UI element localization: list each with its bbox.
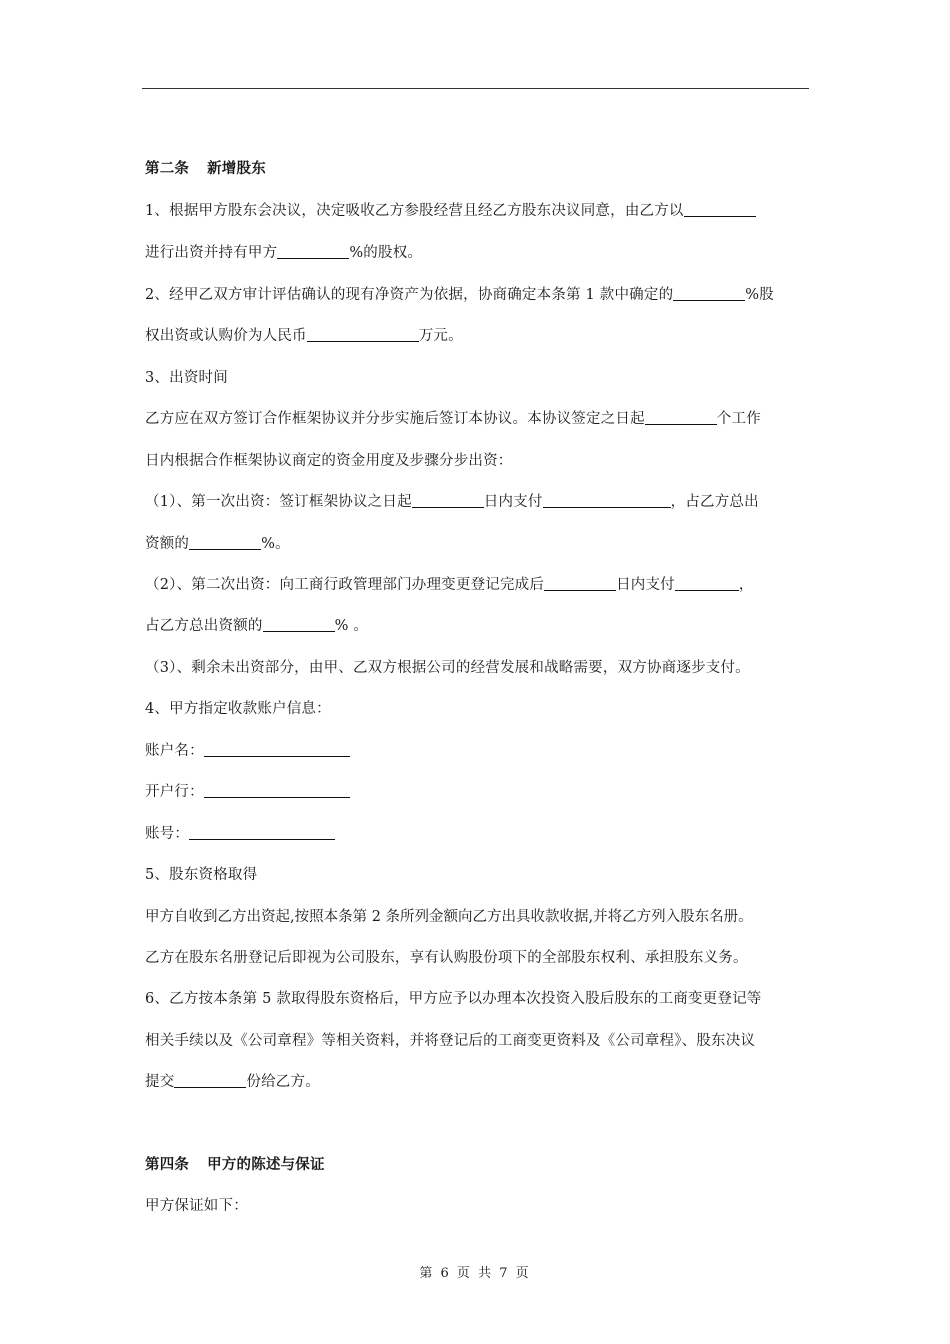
blank-field[interactable]: [675, 575, 739, 591]
para-4-heading: 4、甲方指定收款账户信息：: [145, 701, 331, 717]
step-1-line-2: 资额的 %。: [145, 536, 290, 552]
step-3-line: （3）、剩余未出资部分，由甲、乙双方根据公司的经营发展和战略需要，双方协商逐步支付。: [145, 660, 750, 676]
section-2-heading: [145, 157, 266, 178]
section-title: 新增股东: [207, 161, 266, 177]
section-number: 第二条: [145, 161, 190, 177]
blank-field[interactable]: [189, 534, 261, 550]
blank-field[interactable]: [263, 616, 335, 632]
para-6-line-2: 相关手续以及《公司章程》等相关资料，并将登记后的工商变更资料及《公司章程》、股东决议: [145, 1033, 756, 1049]
blank-field[interactable]: [277, 243, 349, 259]
para-5-line-1: 甲方自收到乙方出资起,按照本条第 2 条所列金额向乙方出具收款收据,并将乙方列入股东名册。: [145, 909, 753, 925]
account-number-line: 账号：: [145, 822, 335, 843]
para-3-line-2: 日内根据合作框架协议商定的资金用度及步骤分步出资：: [145, 453, 513, 469]
blank-field[interactable]: [645, 409, 717, 425]
section-4-intro: 甲方保证如下：: [145, 1198, 248, 1214]
para-1-line-2: 进行出资并持有甲方 %的股权。: [145, 245, 423, 261]
blank-field[interactable]: [684, 201, 756, 217]
para-5-heading: 5、股东资格取得: [145, 867, 258, 883]
para-3-heading: 3、出资时间: [145, 370, 228, 386]
para-6-line-1: 6、乙方按本条第 5 款取得股东资格后，甲方应予以办理本次投资入股后股东的工商变更登记等: [145, 991, 762, 1007]
account-name-line: 账户名：: [145, 739, 350, 760]
para-1-line-1: 1、根据甲方股东会决议，决定吸收乙方参股经营且经乙方股东决议同意，由乙方以: [145, 199, 756, 220]
blank-field[interactable]: [543, 492, 671, 508]
blank-field[interactable]: [174, 1072, 246, 1088]
para-3-line-1: 乙方应在双方签订合作框架协议并分步实施后签订本协议。本协议签定之日起 个工作: [145, 411, 761, 427]
step-1-line-1: （1）、第一次出资：签订框架协议之日起 日内支付 ，占乙方总出: [145, 494, 759, 510]
section-number: 第四条: [145, 1157, 190, 1173]
blank-field[interactable]: [673, 285, 745, 301]
header-rule: [142, 88, 809, 89]
section-4-heading: [145, 1153, 325, 1174]
bank-line: 开户行：: [145, 780, 350, 801]
blank-field[interactable]: [544, 575, 616, 591]
bank-field[interactable]: [204, 782, 350, 798]
blank-field[interactable]: [412, 492, 484, 508]
para-2-line-1: 2、经甲乙双方审计评估确认的现有净资产为依据，协商确定本条第 1 款中确定的 %股: [145, 287, 774, 303]
para-5-line-2: 乙方在股东名册登记后即视为公司股东，享有认购股份项下的全部股东权利、承担股东义务。: [145, 950, 748, 966]
blank-field[interactable]: [307, 326, 419, 342]
account-number-field[interactable]: [189, 824, 335, 840]
step-2-line-2: 占乙方总出资额的 % 。: [145, 618, 369, 634]
para-6-line-3: 提交 份给乙方。: [145, 1074, 320, 1090]
step-2-line-1: （2）、第二次出资：向工商行政管理部门办理变更登记完成后 日内支付 ，: [145, 577, 754, 593]
page-footer: 第 6 页 共 7 页: [419, 1266, 531, 1281]
para-2-line-2: 权出资或认购价为人民币 万元。: [145, 328, 463, 344]
account-name-field[interactable]: [204, 741, 350, 757]
section-title: 甲方的陈述与保证: [207, 1157, 325, 1173]
